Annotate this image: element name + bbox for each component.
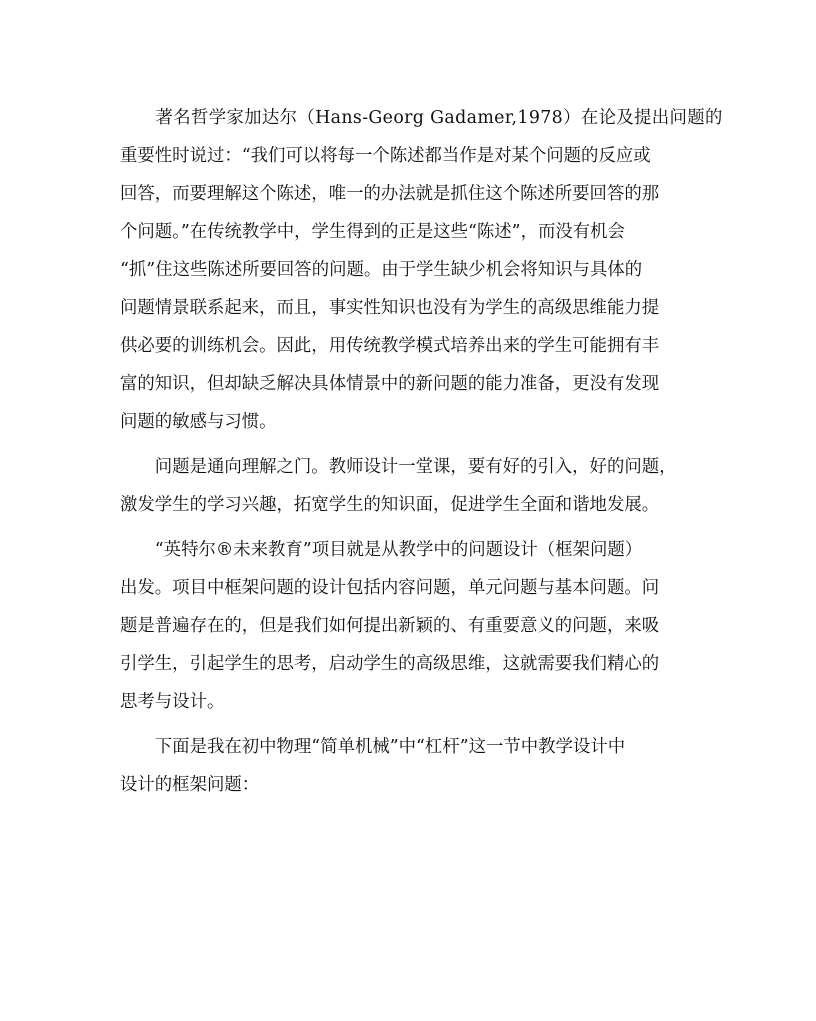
paragraph-line: 引学生，引起学生的思考，启动学生的高级思维，这就需要我们精心的	[120, 654, 660, 674]
paragraph-line: 供必要的训练机会。因此，用传统教学模式培养出来的学生可能拥有丰	[120, 336, 660, 356]
paragraph-line: 个问题。”在传统教学中，学生得到的正是这些“陈述”，而没有机会	[120, 222, 625, 242]
paragraph-line: 问题情景联系起来，而且，事实性知识也没有为学生的高级思维能力提	[120, 298, 660, 318]
paragraph-line: 思考与设计。	[120, 692, 225, 712]
paragraph-line: 设计的框架问题：	[120, 775, 260, 795]
paragraph-line: 激发学生的学习兴趣，拓宽学生的知识面，促进学生全面和谐地发展。	[120, 495, 660, 515]
paragraph-line: 出发。项目中框架问题的设计包括内容问题，单元问题与基本问题。问	[120, 578, 660, 598]
paragraph-line: 下面是我在初中物理“简单机械”中“杠杆”这一节中教学设计中	[120, 737, 626, 757]
paragraph-line: 题是普遍存在的，但是我们如何提出新颖的、有重要意义的问题，来吸	[120, 616, 660, 636]
paragraph-line: 问题的敏感与习惯。	[120, 412, 277, 432]
paragraph-line: 著名哲学家加达尔（Hans-Georg Gadamer,1978）在论及提出问题的	[120, 108, 723, 128]
paragraph-line: “英特尔®未来教育”项目就是从教学中的问题设计（框架问题）	[120, 540, 643, 560]
paragraph-line: 重要性时说过：“我们可以将每一个陈述都当作是对某个问题的反应或	[120, 146, 651, 166]
paragraph-line: 问题是通向理解之门。教师设计一堂课，要有好的引入，好的问题，	[120, 457, 677, 477]
paragraph-line: “抓”住这些陈述所要回答的问题。由于学生缺少机会将知识与具体的	[120, 260, 643, 280]
paragraph-line: 回答，而要理解这个陈述，唯一的办法就是抓住这个陈述所要回答的那	[120, 184, 660, 204]
paragraph-line: 富的知识，但却缺乏解决具体情景中的新问题的能力准备，更没有发现	[120, 374, 660, 394]
